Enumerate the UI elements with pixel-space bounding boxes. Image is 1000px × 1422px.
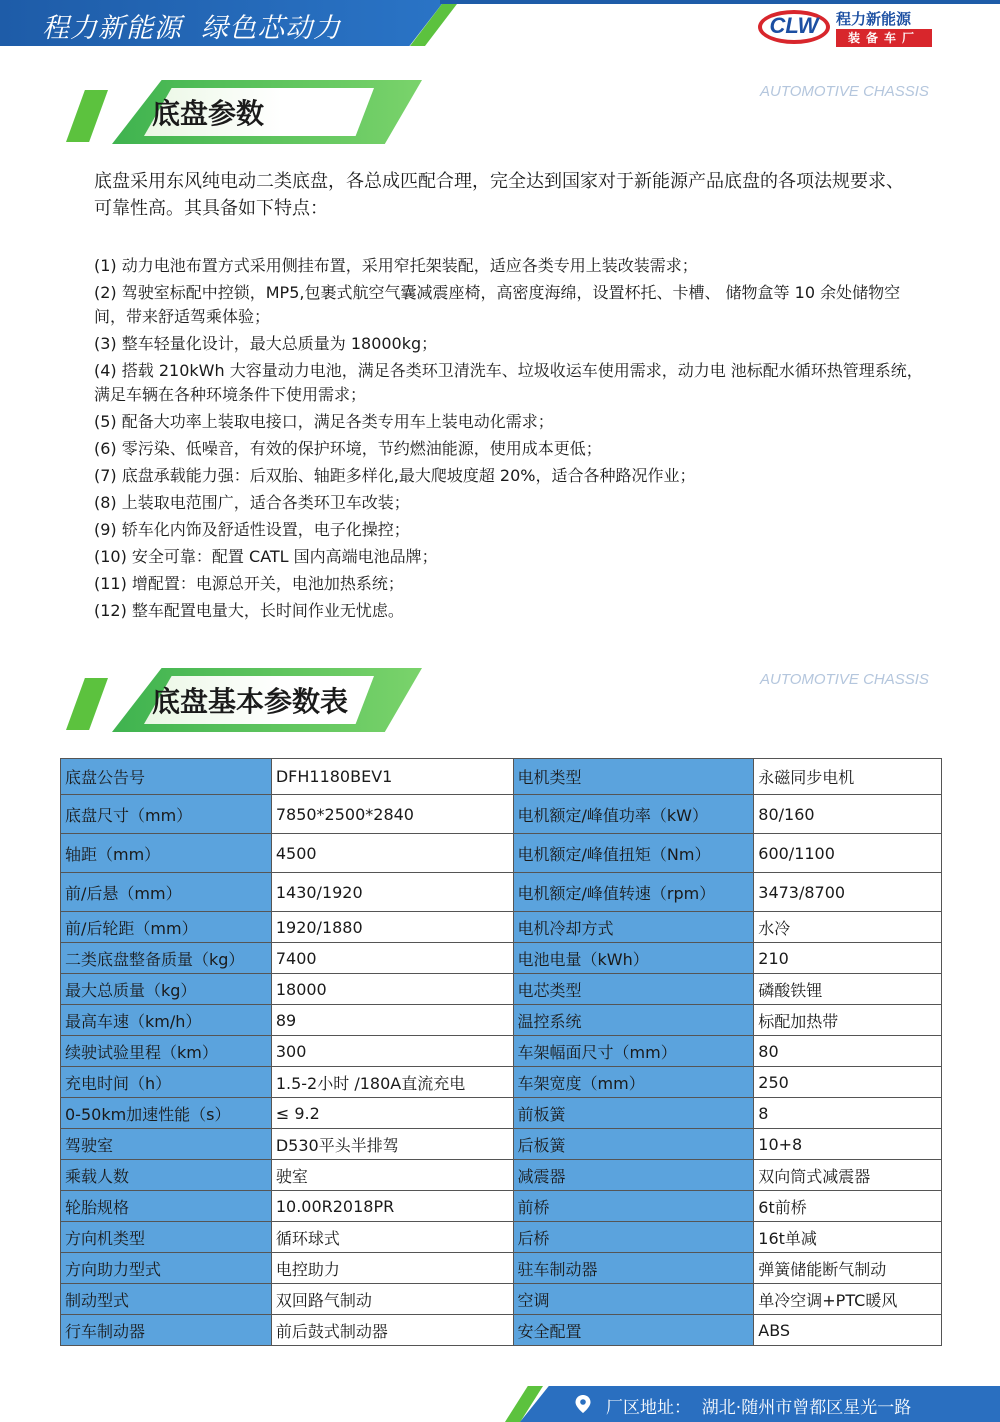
feature-item: (8) 上装取电范围广，适合各类环卫车改装； <box>94 493 410 512</box>
table-param-name: 空调 <box>513 1284 754 1315</box>
table-param-value: 1430/1920 <box>271 873 513 912</box>
table-param-value: D530平头半排驾 <box>271 1129 513 1160</box>
table-param-name: 方向助力型式 <box>61 1253 272 1284</box>
table-row <box>61 1005 942 1036</box>
table-param-value: 600/1100 <box>754 834 942 873</box>
table-param-name: 电池电量（kWh） <box>513 943 754 974</box>
table-param-name: 电机类型 <box>513 759 754 795</box>
heading-green-accent <box>66 678 108 730</box>
table-param-value: ABS <box>754 1315 942 1346</box>
table-param-value: 1.5-2小时 /180A直流充电 <box>271 1067 513 1098</box>
table-param-name: 车架宽度（mm） <box>513 1067 754 1098</box>
table-param-value: 18000 <box>271 974 513 1005</box>
table-row <box>61 1191 942 1222</box>
table-param-name: 安全配置 <box>513 1315 754 1346</box>
feature-item: (9) 轿车化内饰及舒适性设置，电子化操控； <box>94 520 410 539</box>
table-param-name: 轴距（mm） <box>61 834 272 873</box>
intro-paragraph <box>94 168 924 222</box>
table-param-value: 3473/8700 <box>754 873 942 912</box>
location-pin-icon <box>575 1395 591 1413</box>
table-param-value: 单冷空调+PTC暖风 <box>754 1284 942 1315</box>
table-param-name: 前桥 <box>513 1191 754 1222</box>
feature-item: (6) 零污染、低噪音，有效的保护环境，节约燃油能源，使用成本更低； <box>94 439 602 458</box>
footer-address: 厂区地址： 湖北·随州市曾都区星光一路 <box>606 1398 912 1418</box>
table-row <box>61 1253 942 1284</box>
table-param-name: 电机额定/峰值转速（rpm） <box>513 873 754 912</box>
section-tag: AUTOMOTIVE CHASSIS <box>760 671 929 688</box>
table-param-value: 标配加热带 <box>754 1005 942 1036</box>
table-param-name: 乘载人数 <box>61 1160 272 1191</box>
table-param-value: 前后鼓式制动器 <box>271 1315 513 1346</box>
table-row <box>61 1315 942 1346</box>
spec-table <box>60 758 942 1346</box>
table-row <box>61 1284 942 1315</box>
table-param-name: 车架幅面尺寸（mm） <box>513 1036 754 1067</box>
spec-table-body <box>61 759 942 1346</box>
table-param-value: 300 <box>271 1036 513 1067</box>
feature-item: (10) 安全可靠：配置 CATL 国内高端电池品牌； <box>94 547 438 566</box>
table-param-name: 驾驶室 <box>61 1129 272 1160</box>
table-param-name: 底盘公告号 <box>61 759 272 795</box>
company-logo <box>758 8 948 48</box>
table-row <box>61 795 942 834</box>
logo-company-sub: 装备车厂 <box>836 29 932 47</box>
table-param-value: 电控助力 <box>271 1253 513 1284</box>
table-param-name: 方向机类型 <box>61 1222 272 1253</box>
table-param-name: 轮胎规格 <box>61 1191 272 1222</box>
table-row <box>61 943 942 974</box>
logo-company-name: 程力新能源 <box>836 10 912 28</box>
section-title: 底盘参数 <box>152 97 265 130</box>
table-row <box>61 834 942 873</box>
intro-line: 底盘采用东风纯电动二类底盘，各总成匹配合理，完全达到国家对于新能源产品底盘的各项法规要求、 <box>94 171 904 192</box>
header-top-line <box>440 0 1000 4</box>
section-title: 底盘基本参数表 <box>152 685 349 718</box>
table-param-value: 6t前桥 <box>754 1191 942 1222</box>
table-param-value: 1920/1880 <box>271 912 513 943</box>
table-param-value: 4500 <box>271 834 513 873</box>
table-param-value: 10.00R2018PR <box>271 1191 513 1222</box>
table-param-name: 行车制动器 <box>61 1315 272 1346</box>
heading-green-accent <box>66 90 108 142</box>
table-param-value: 80 <box>754 1036 942 1067</box>
table-param-name: 续驶试验里程（km） <box>61 1036 272 1067</box>
section-heading-spec-table <box>66 668 426 732</box>
section-heading-chassis-params <box>66 80 426 144</box>
table-param-name: 后桥 <box>513 1222 754 1253</box>
feature-item: (5) 配备大功率上装取电接口，满足各类专用车上装电动化需求； <box>94 412 554 431</box>
table-param-name: 制动型式 <box>61 1284 272 1315</box>
feature-item: (7) 底盘承载能力强：后双胎、轴距多样化,最大爬坡度超 20%，适合各种路况作业； <box>94 466 696 485</box>
table-param-value: DFH1180BEV1 <box>271 759 513 795</box>
table-param-name: 驻车制动器 <box>513 1253 754 1284</box>
table-param-name: 最大总质量（kg） <box>61 974 272 1005</box>
table-row <box>61 1036 942 1067</box>
table-row <box>61 759 942 795</box>
table-row <box>61 1222 942 1253</box>
feature-item: (12) 整车配置电量大，长时间作业无忧虑。 <box>94 601 404 620</box>
table-row <box>61 974 942 1005</box>
feature-item: (11) 增配置：电源总开关，电池加热系统； <box>94 574 404 593</box>
table-param-name: 后板簧 <box>513 1129 754 1160</box>
table-row <box>61 1129 942 1160</box>
table-param-value: 10+8 <box>754 1129 942 1160</box>
feature-item: (4) 搭载 210kWh 大容量动力电池，满足各类环卫清洗车、垃圾收运车使用需求，动力电 池标配水循环热管理系统，满足车辆在各种环境条件下使用需求； <box>94 361 923 404</box>
table-row <box>61 1098 942 1129</box>
table-param-name: 充电时间（h） <box>61 1067 272 1098</box>
table-param-value: 7850*2500*2840 <box>271 795 513 834</box>
table-param-value: 16t单减 <box>754 1222 942 1253</box>
table-row <box>61 912 942 943</box>
table-param-name: 减震器 <box>513 1160 754 1191</box>
table-param-name: 电机额定/峰值功率（kW） <box>513 795 754 834</box>
table-param-name: 底盘尺寸（mm） <box>61 795 272 834</box>
table-param-value: 磷酸铁锂 <box>754 974 942 1005</box>
table-param-value: ≤ 9.2 <box>271 1098 513 1129</box>
table-param-value: 永磁同步电机 <box>754 759 942 795</box>
table-param-name: 前/后悬（mm） <box>61 873 272 912</box>
feature-item: (1) 动力电池布置方式采用侧挂布置，采用窄托架装配，适应各类专用上装改装需求； <box>94 256 698 275</box>
intro-line: 可靠性高。其具备如下特点： <box>94 198 328 219</box>
table-param-value: 水冷 <box>754 912 942 943</box>
feature-item: (2) 驾驶室标配中控锁，MP5,包裹式航空气囊减震座椅，高密度海绵，设置杯托、卡槽、 储物盒等 10 余处储物空间，带来舒适驾乘体验； <box>94 283 901 326</box>
table-param-value: 驶室 <box>271 1160 513 1191</box>
table-param-value: 210 <box>754 943 942 974</box>
table-param-name: 二类底盘整备质量（kg） <box>61 943 272 974</box>
table-param-name: 最高车速（km/h） <box>61 1005 272 1036</box>
table-param-name: 温控系统 <box>513 1005 754 1036</box>
page-header <box>0 0 1000 46</box>
header-slogan: 程力新能源 绿色芯动力 <box>42 13 342 44</box>
feature-list <box>94 254 924 626</box>
table-row <box>61 1160 942 1191</box>
table-param-name: 电机冷却方式 <box>513 912 754 943</box>
table-row <box>61 1067 942 1098</box>
table-row <box>61 873 942 912</box>
table-param-value: 循环球式 <box>271 1222 513 1253</box>
table-param-name: 前板簧 <box>513 1098 754 1129</box>
table-param-name: 前/后轮距（mm） <box>61 912 272 943</box>
feature-item: (3) 整车轻量化设计，最大总质量为 18000kg； <box>94 334 438 353</box>
table-param-name: 0-50km加速性能（s） <box>61 1098 272 1129</box>
table-param-value: 弹簧储能断气制动 <box>754 1253 942 1284</box>
table-param-value: 80/160 <box>754 795 942 834</box>
table-param-value: 250 <box>754 1067 942 1098</box>
table-param-name: 电机额定/峰值扭矩（Nm） <box>513 834 754 873</box>
table-param-name: 电芯类型 <box>513 974 754 1005</box>
section-tag: AUTOMOTIVE CHASSIS <box>760 83 929 100</box>
logo-mark: CLW <box>769 13 819 38</box>
table-param-value: 双回路气制动 <box>271 1284 513 1315</box>
table-param-value: 89 <box>271 1005 513 1036</box>
table-param-value: 8 <box>754 1098 942 1129</box>
table-param-value: 双向筒式减震器 <box>754 1160 942 1191</box>
table-param-value: 7400 <box>271 943 513 974</box>
